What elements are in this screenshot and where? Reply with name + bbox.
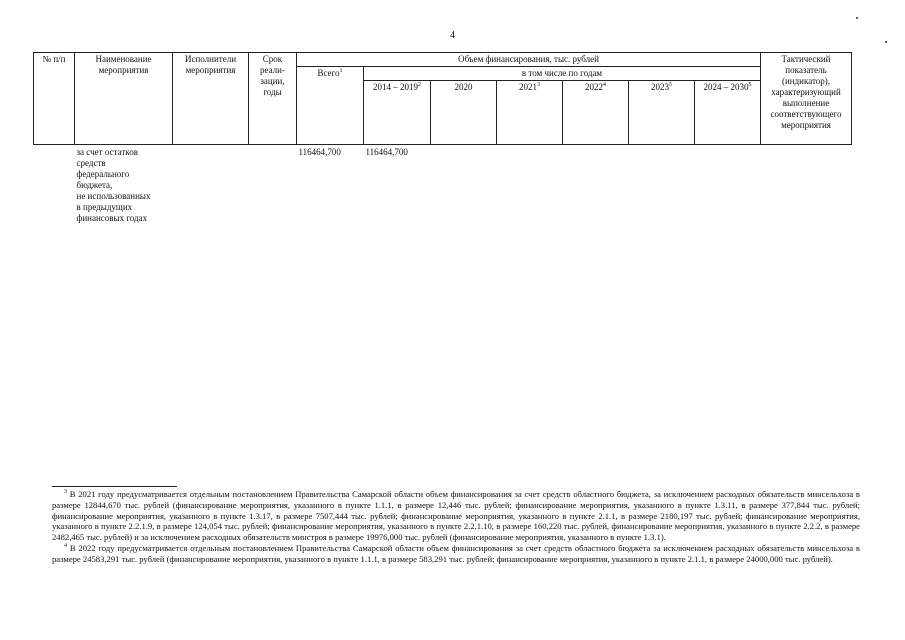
header-total-sup: 1 bbox=[339, 68, 343, 74]
page-number: 4 bbox=[450, 30, 455, 41]
footnote-separator bbox=[52, 486, 177, 487]
header-year-2024-2030: 2024 – 2030$^5$ bbox=[695, 81, 761, 145]
header-financing-volume: Объем финансирования, тыс. рублей bbox=[297, 53, 761, 67]
header-year-2020: 2020 bbox=[431, 81, 497, 145]
cell-term bbox=[249, 145, 297, 227]
header-term: Срок реали-зации, годы bbox=[249, 53, 297, 145]
footnote-3-number: 3 bbox=[64, 489, 67, 496]
cell-2022 bbox=[563, 145, 629, 227]
cell-2024-2030 bbox=[695, 145, 761, 227]
footnote-3 bbox=[52, 489, 860, 543]
footnotes bbox=[52, 486, 860, 565]
header-year-2021: 2021$^3$ bbox=[497, 81, 563, 145]
financing-table-container bbox=[33, 52, 852, 226]
header-year-2022: 2022$^4$ bbox=[563, 81, 629, 145]
cell-total: 116464,700 bbox=[298, 147, 341, 157]
scan-speck bbox=[885, 41, 887, 43]
footnote-4-text: В 2022 году предусматривается отдельным постановлением Правительства Самарской области объем финансирования за счет средств областного бюджета за исключением расходных обязательств минсельхоза в размере 24583,291 тыс. рублей (финансирование мероприятия, указанного в пункте 1.1.1, в размере 583,291 тыс. рублей; финансирование мероприятия, указанного в пункте 2.1.1, в размере 24000,000 тыс. рублей). bbox=[52, 542, 860, 564]
header-executors: Исполнители мероприятия bbox=[173, 53, 249, 145]
cell-2021 bbox=[497, 145, 563, 227]
header-num: № п/п bbox=[34, 53, 75, 145]
cell-2023 bbox=[629, 145, 695, 227]
cell-2020 bbox=[431, 145, 497, 227]
cell-executors bbox=[173, 145, 249, 227]
footnote-3-text: В 2021 году предусматривается отдельным постановлением Правительства Самарской области объем финансирования за счет средств областного бюджета, за исключением расходных обязательств минсельхоза в размере 12844,670 тыс. рублей (финансирование мероприятия, указанного в пункте 1.1.1, в размере 12,446 тыс. рублей; финансирование мероприятия, указанного в пункте 1.3.11, в размере 377,844 тыс. рублей; финансирование мероприятия, указанного в пункте 1.3.17, в размере 7507,444 тыс. рублей; финансирование мероприятия, указанного в пункте 2.1.1, в размере 2180,197 тыс. рублей; финансирование мероприятия, указанного в пункте 2.2.1.9, в размере 124,054 тыс. рублей; финансирование мероприятия, указанного в пункте 2.2.1.10, в размере 160,220 тыс. рублей, финансирование мероприятия, указанного в пункте 2.2.2, в размере 2482,465 тыс. рублей) и за исключением расходных обязательств минстроя в размере 19976,000 тыс. рублей (финансирование мероприятия, указанного в пункте 1.3.1). bbox=[52, 489, 860, 543]
cell-measure-name: за счет остатков средств федерального бюджета, не использованных в предыдущих финансовых годах bbox=[76, 147, 151, 223]
header-indicator: Тактический показатель (индикатор), характеризующий выполнение соответствующего мероприятия bbox=[761, 53, 852, 145]
header-year-2023: 2023$^5$ bbox=[629, 81, 695, 145]
financing-table bbox=[33, 52, 852, 226]
cell-num bbox=[34, 145, 75, 227]
header-by-years: в том числе по годам bbox=[364, 67, 761, 81]
header-total-label: Всего bbox=[317, 68, 340, 78]
header-year-2014-2019: 2014 – 2019$^2$ bbox=[364, 81, 431, 145]
header-name: Наименование мероприятия bbox=[75, 53, 173, 145]
scan-speck bbox=[856, 17, 858, 19]
cell-2014-2019: 116464,700 bbox=[365, 147, 408, 157]
header-total bbox=[297, 67, 364, 145]
table-row bbox=[34, 145, 852, 227]
cell-indicator bbox=[761, 145, 852, 227]
footnote-4 bbox=[52, 543, 860, 565]
footnote-4-number: 4 bbox=[64, 543, 67, 550]
